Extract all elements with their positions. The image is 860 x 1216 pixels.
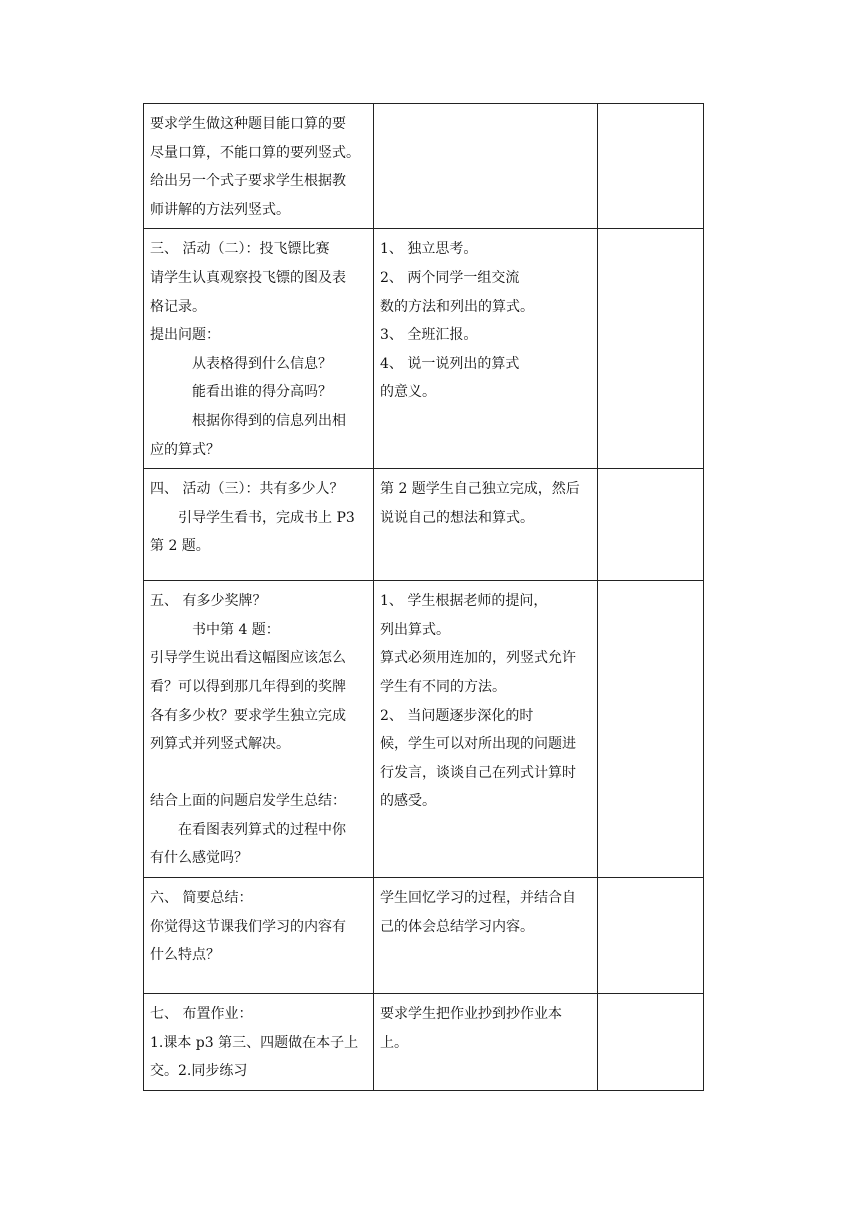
text-line: 结合上面的问题启发学生总结： — [150, 793, 346, 810]
text-line: 学生回忆学习的过程，并结合自 — [380, 890, 576, 907]
blank-line — [150, 759, 367, 788]
text-line: 行发言，谈谈自己在列式计算时 — [380, 764, 576, 781]
text-line: 在看图表列算式的过程中你 — [178, 821, 346, 838]
question-line: 能看出谁的得分高吗？ — [192, 384, 332, 401]
text-line: 2、 两个同学一组交流 — [380, 269, 520, 286]
text-line: 1、 独立思考。 — [380, 241, 478, 258]
student-activity-cell — [374, 994, 598, 1091]
text-line: 数的方法和列出的算式。 — [380, 298, 534, 315]
text-line: 要求学生做这种题目能口算的要 — [150, 116, 346, 132]
table-row — [144, 104, 704, 229]
text-line: 书中第 4 题： — [192, 621, 280, 638]
student-activity-cell — [374, 469, 598, 581]
text-line: 师讲解的方法列竖式。 — [150, 201, 290, 218]
table-row — [144, 229, 704, 469]
teacher-activity-cell — [144, 104, 374, 229]
text-line: 什么特点？ — [150, 947, 220, 964]
text-line: 第 2 题学生自己独立完成，然后 — [380, 481, 580, 498]
text-line: 1、 学生根据老师的提问， — [380, 593, 548, 610]
notes-cell — [598, 581, 704, 878]
student-activity-cell — [374, 878, 598, 994]
text-line: 引导学生说出看这幅图应该怎么 — [150, 650, 346, 667]
text-line: 请学生认真观察投飞镖的图及表 — [150, 269, 346, 286]
text-line: 第 2 题。 — [150, 538, 210, 555]
text-line: 提出问题： — [150, 327, 220, 344]
table-row — [144, 581, 704, 878]
text-line: 的意义。 — [380, 384, 436, 401]
notes-cell — [598, 878, 704, 994]
text-line: 2、 当问题逐步深化的时 — [380, 707, 534, 724]
text-line: 看？可以得到那几年得到的奖牌 — [150, 678, 346, 695]
text-line: 候，学生可以对所出现的问题进 — [380, 736, 576, 753]
lesson-plan-table — [143, 103, 704, 1091]
table-row — [144, 878, 704, 994]
teacher-activity-cell — [144, 994, 374, 1091]
notes-cell — [598, 104, 704, 229]
section-heading: 六、 简要总结： — [150, 890, 253, 907]
text-line: 3、 全班汇报。 — [380, 327, 478, 344]
text-line: 你觉得这节课我们学习的内容有 — [150, 918, 346, 935]
section-heading: 三、 活动（二）：投飞镖比赛 — [150, 241, 330, 258]
teacher-activity-cell — [144, 229, 374, 469]
text-line: 有什么感觉吗？ — [150, 850, 248, 867]
text-line: 各有多少枚？要求学生独立完成 — [150, 707, 346, 724]
text-line: 的感受。 — [380, 793, 436, 810]
text-line: 算式必须用连加的，列竖式允许 — [380, 650, 576, 667]
text-line: 1.课本 p3 第三、四题做在本子上 — [150, 1034, 359, 1051]
question-line: 从表格得到什么信息？ — [192, 355, 332, 372]
teacher-activity-cell — [144, 581, 374, 878]
text-line: 给出另一个式子要求学生根据教 — [150, 173, 346, 190]
text-line: 己的体会总结学习内容。 — [380, 918, 534, 935]
text-line: 上。 — [380, 1034, 408, 1051]
notes-cell — [598, 229, 704, 469]
text-line: 学生有不同的方法。 — [380, 678, 506, 695]
text-line: 格记录。 — [150, 298, 206, 315]
teacher-activity-cell — [144, 878, 374, 994]
table-row — [144, 469, 704, 581]
text-line: 尽量口算，不能口算的要列竖式。 — [150, 144, 360, 161]
text-line: 列出算式。 — [380, 621, 450, 638]
text-line: 4、 说一说列出的算式 — [380, 355, 520, 372]
section-heading: 四、 活动（三）：共有多少人？ — [150, 481, 344, 498]
student-activity-cell — [374, 104, 598, 229]
text-line: 应的算式？ — [150, 441, 220, 458]
text-line: 要求学生把作业抄到抄作业本 — [380, 1006, 562, 1023]
table-row — [144, 994, 704, 1091]
section-heading: 七、 布置作业： — [150, 1006, 253, 1023]
question-line: 根据你得到的信息列出相 — [192, 412, 346, 429]
text-line: 说说自己的想法和算式。 — [380, 509, 534, 526]
teacher-activity-cell — [144, 469, 374, 581]
notes-cell — [598, 994, 704, 1091]
text-line: 列算式并列竖式解决。 — [150, 736, 290, 753]
student-activity-cell — [374, 581, 598, 878]
student-activity-cell — [374, 229, 598, 469]
text-line: 交。2.同步练习 — [150, 1063, 248, 1080]
text-line: 引导学生看书，完成书上 P3 — [178, 509, 355, 526]
notes-cell — [598, 469, 704, 581]
section-heading: 五、 有多少奖牌？ — [150, 593, 267, 610]
